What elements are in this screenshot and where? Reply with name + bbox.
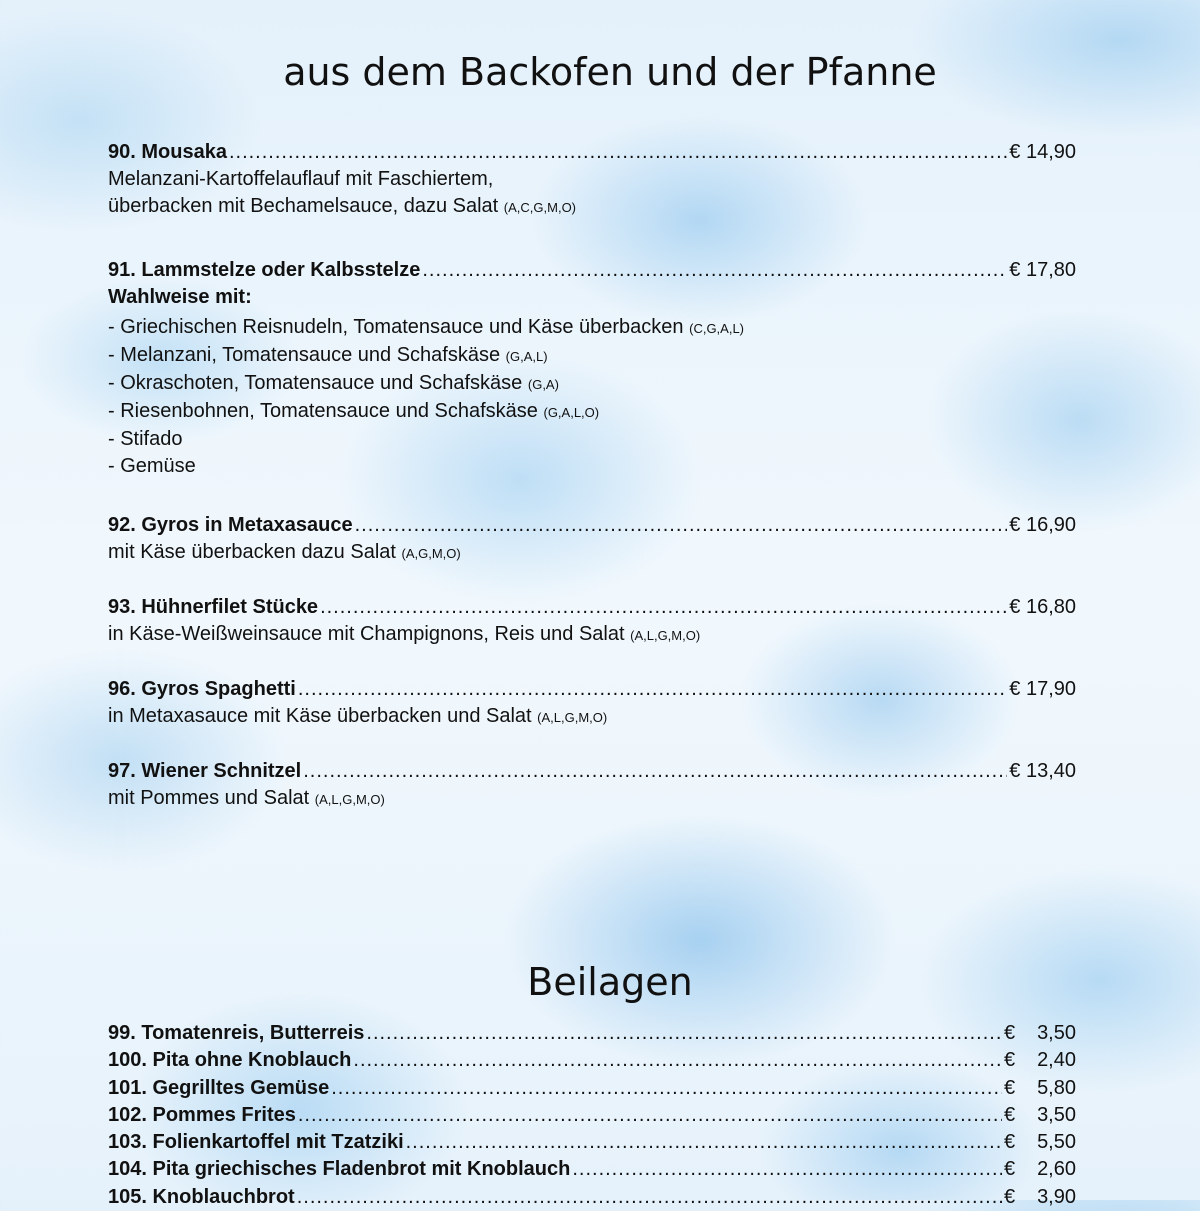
section-title-backofen: aus dem Backofen und der Pfanne bbox=[283, 50, 937, 94]
item-price: € 3,50 bbox=[1004, 1103, 1076, 1126]
item-price: € 3,90 bbox=[1004, 1185, 1076, 1208]
item-name: 96. Gyros Spaghetti bbox=[108, 678, 296, 700]
item-description: mit Käse überbacken dazu Salat (A,G,M,O) bbox=[108, 541, 461, 563]
allergen-codes: (A,L,G,M,O) bbox=[537, 710, 608, 725]
item-name: 105. Knoblauchbrot bbox=[108, 1185, 295, 1208]
list-item bbox=[108, 1129, 1076, 1156]
beilagen-list bbox=[108, 1020, 1076, 1211]
item-price: € 17,80 bbox=[1009, 259, 1076, 281]
list-item bbox=[108, 1047, 1076, 1074]
item-price: € 14,90 bbox=[1009, 141, 1076, 163]
dot-leader bbox=[298, 676, 1007, 703]
menu-item-huehnerfilet bbox=[108, 594, 1076, 649]
dot-leader bbox=[353, 1047, 1002, 1074]
option-item: - Griechischen Reisnudeln, Tomatensauce und Käse überbacken (C,G,A,L) bbox=[108, 316, 745, 338]
item-name: 93. Hühnerfilet Stücke bbox=[108, 596, 319, 618]
menu-item-wiener-schnitzel bbox=[108, 758, 1076, 813]
allergen-codes: (G,A,L) bbox=[505, 349, 548, 364]
item-price: € 5,80 bbox=[1004, 1076, 1076, 1099]
dot-leader bbox=[303, 758, 1007, 785]
item-description: in Käse-Weißweinsauce mit Champignons, Reis und Salat (A,L,G,M,O) bbox=[108, 623, 701, 645]
item-price: € 16,80 bbox=[1009, 596, 1076, 618]
item-name: 97. Wiener Schnitzel bbox=[108, 760, 302, 782]
item-name: 102. Pommes Frites bbox=[108, 1103, 296, 1126]
dot-leader bbox=[422, 257, 1007, 284]
option-item: - Melanzani, Tomatensauce und Schafskäse (G,A,L) bbox=[108, 344, 548, 366]
item-price: € 13,40 bbox=[1009, 760, 1076, 782]
list-item bbox=[108, 1184, 1076, 1211]
item-name: 92. Gyros in Metaxasauce bbox=[108, 514, 353, 536]
list-item bbox=[108, 1102, 1076, 1129]
list-item bbox=[108, 1020, 1076, 1047]
item-price: € 17,90 bbox=[1009, 678, 1076, 700]
dot-leader bbox=[229, 139, 1007, 166]
dot-leader bbox=[406, 1129, 1002, 1156]
item-name: 91. Lammstelze oder Kalbsstelze bbox=[108, 259, 421, 281]
dot-leader bbox=[297, 1184, 1002, 1211]
dot-leader bbox=[320, 594, 1007, 621]
menu-item-gyros-spaghetti bbox=[108, 676, 1076, 731]
item-description: überbacken mit Bechamelsauce, dazu Salat (A,C,G,M,O) bbox=[108, 195, 577, 217]
item-description: in Metaxasauce mit Käse überbacken und Salat (A,L,G,M,O) bbox=[108, 705, 608, 727]
allergen-codes: (A,L,G,M,O) bbox=[630, 628, 701, 643]
option-list bbox=[108, 314, 1076, 480]
dot-leader bbox=[572, 1156, 1002, 1183]
item-description: Melanzani-Kartoffelauflauf mit Faschiertem, bbox=[108, 168, 494, 190]
option-item: - Stifado bbox=[108, 428, 183, 450]
dot-leader bbox=[298, 1102, 1002, 1129]
dot-leader bbox=[355, 512, 1008, 539]
dot-leader bbox=[331, 1075, 1002, 1102]
menu-item-mousaka bbox=[108, 139, 1076, 221]
allergen-codes: (G,A,L,O) bbox=[543, 405, 600, 420]
option-item: - Okraschoten, Tomatensauce und Schafskäse (G,A) bbox=[108, 372, 559, 394]
item-price: € 2,40 bbox=[1004, 1049, 1076, 1072]
allergen-codes: (A,L,G,M,O) bbox=[314, 792, 385, 807]
allergen-codes: (C,G,A,L) bbox=[689, 321, 745, 336]
allergen-codes: (A,C,G,M,O) bbox=[503, 200, 577, 215]
item-description: mit Pommes und Salat (A,L,G,M,O) bbox=[108, 787, 385, 809]
item-name: 103. Folienkartoffel mit Tzatziki bbox=[108, 1131, 404, 1154]
item-name: 104. Pita griechisches Fladenbrot mit Knoblauch bbox=[108, 1158, 571, 1181]
item-price: € 2,60 bbox=[1004, 1158, 1076, 1181]
menu-item-lammstelze bbox=[108, 257, 1076, 480]
option-item: - Riesenbohnen, Tomatensauce und Schafskäse (G,A,L,O) bbox=[108, 400, 600, 422]
item-subheading: Wahlweise mit: bbox=[108, 286, 252, 308]
allergen-codes: (G,A) bbox=[527, 377, 559, 392]
item-name: 90. Mousaka bbox=[108, 141, 227, 163]
allergen-codes: (A,G,M,O) bbox=[401, 546, 461, 561]
item-name: 100. Pita ohne Knoblauch bbox=[108, 1049, 352, 1072]
list-item bbox=[108, 1156, 1076, 1183]
item-price: € 5,50 bbox=[1004, 1131, 1076, 1154]
item-name: 99. Tomatenreis, Butterreis bbox=[108, 1022, 365, 1044]
menu-item-gyros-metaxa bbox=[108, 512, 1076, 567]
item-price: € 16,90 bbox=[1009, 514, 1076, 536]
section-title-beilagen: Beilagen bbox=[527, 960, 693, 1004]
option-item: - Gemüse bbox=[108, 455, 196, 477]
list-item bbox=[108, 1075, 1076, 1102]
dot-leader bbox=[366, 1020, 1002, 1047]
item-name: 101. Gegrilltes Gemüse bbox=[108, 1076, 330, 1099]
item-price: € 3,50 bbox=[1004, 1022, 1076, 1044]
